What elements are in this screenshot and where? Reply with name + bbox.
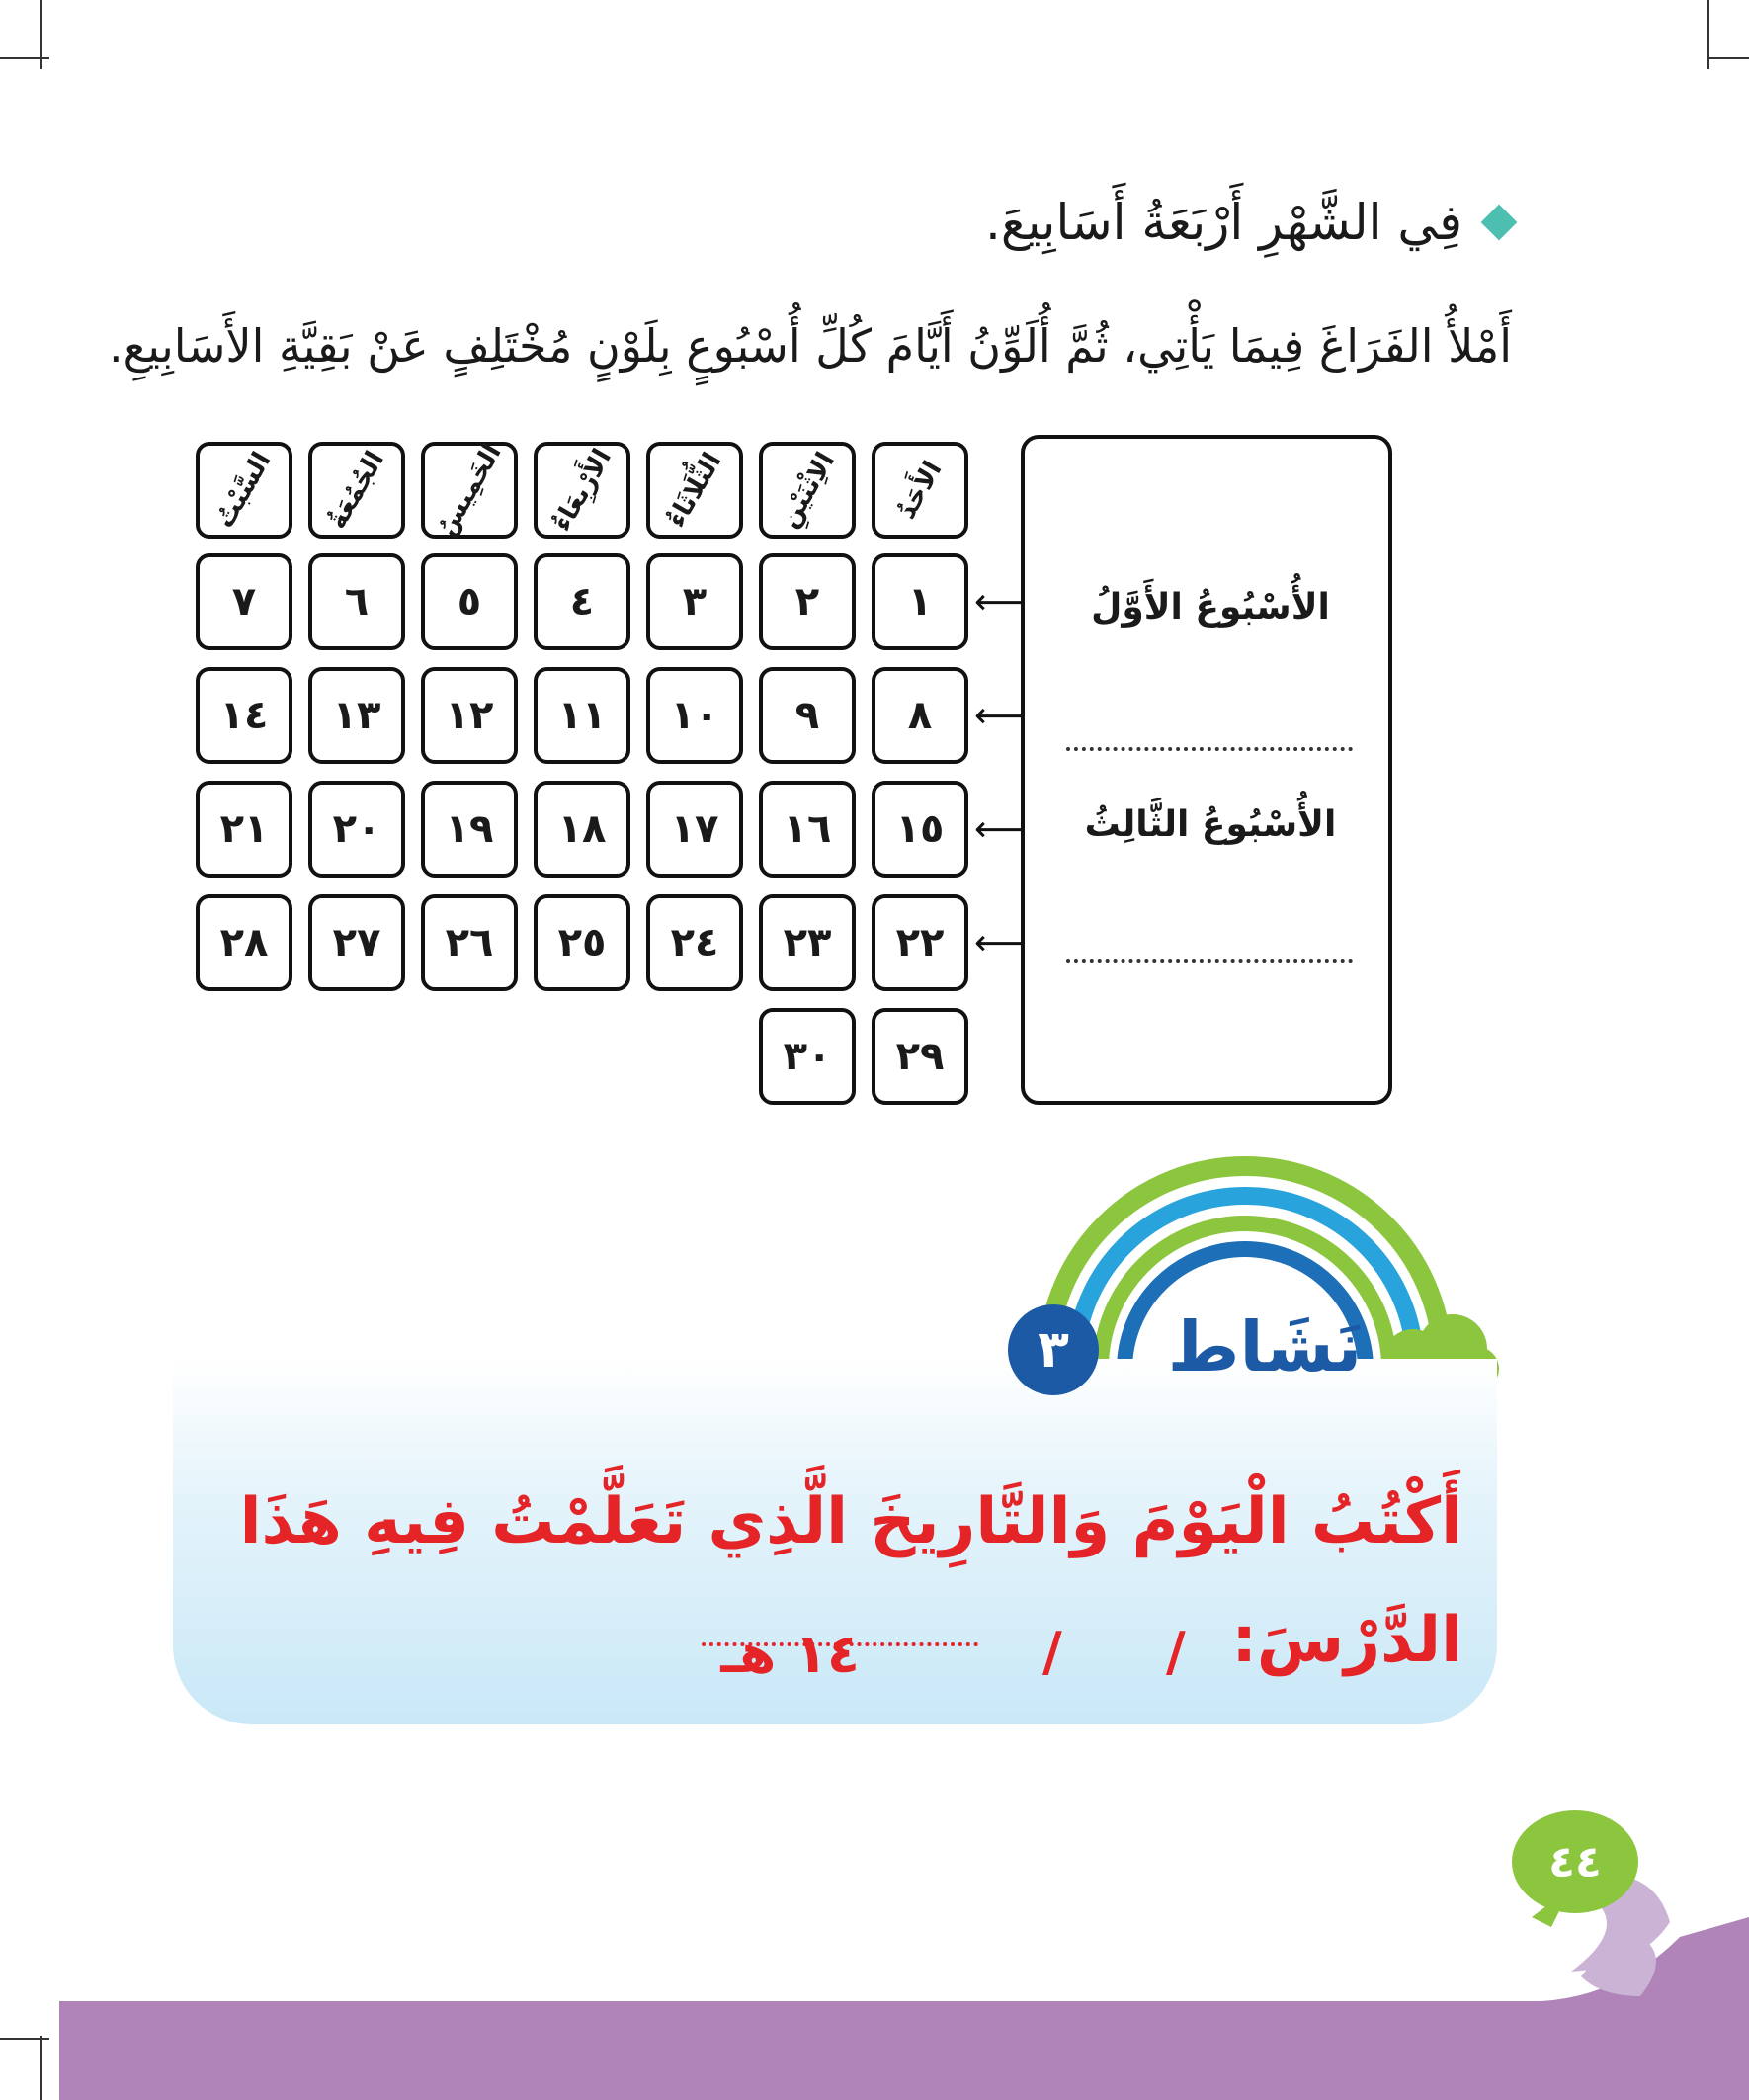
day-header-cell	[872, 442, 968, 539]
day-header-label: الثُّلَاثَاءُ	[661, 448, 728, 533]
activity-prompt: أَكْتُبُ الْيَوْمَ وَالتَّارِيخَ الَّذِي تَعَلَّمْتُ فِيهِ هَذَا الدَّرْسَ:	[239, 1485, 1462, 1677]
date-cell[interactable]: ٩	[759, 667, 856, 764]
day-header-cell	[534, 442, 630, 539]
week-names-box	[1021, 435, 1392, 1105]
day-header-cell	[646, 442, 743, 539]
arrow-left-icon: ⟵	[974, 582, 1026, 623]
arrow-left-icon: ⟵	[974, 809, 1026, 850]
day-header-cell	[421, 439, 518, 542]
day-header-label: السَّبْتُ	[210, 447, 278, 534]
date-cell[interactable]: ٢٢	[872, 894, 968, 991]
page-number: ٤٤	[1512, 1810, 1638, 1913]
date-cell[interactable]: ١	[872, 553, 968, 650]
day-header-cell	[308, 442, 405, 539]
date-cell[interactable]: ٢٧	[308, 894, 405, 991]
date-cell[interactable]: ٣	[646, 553, 743, 650]
date-cell[interactable]: ٦	[308, 553, 405, 650]
week-label-third: الأُسْبُوعُ الثَّالِثُ	[1084, 804, 1337, 845]
activity-title: نَشَاط	[1167, 1306, 1363, 1387]
date-cell[interactable]: ٧	[196, 553, 292, 650]
date-cell[interactable]: ٢٩	[872, 1008, 968, 1105]
day-header-cell	[196, 442, 292, 539]
footer-wave	[0, 1907, 1749, 2100]
activity-number-badge: ٣	[1008, 1304, 1099, 1395]
date-cell[interactable]: ٢٦	[421, 894, 518, 991]
date-cell[interactable]: ١٢	[421, 667, 518, 764]
date-cell[interactable]: ٢١	[196, 781, 292, 878]
date-cell[interactable]: ١٩	[421, 781, 518, 878]
instruction-text: أَمْلأُ الفَرَاغَ فِيمَا يَأْتِي، ثُمَّ أُلَوِّنُ أَيَّامَ كُلِّ أُسْبُوعٍ بِلَوْنٍ مُخْتَلِفٍ عَنْ بَقِيَّةِ الأَسَابِيعِ.	[109, 319, 1512, 373]
date-cell[interactable]: ٢٠	[308, 781, 405, 878]
date-cell[interactable]: ١٨	[534, 781, 630, 878]
day-header-label: الجُمُعَةُ	[322, 446, 391, 535]
hijri-year: ١٤ هـ	[720, 1623, 860, 1685]
day-header-label: الاِثْنَيْنِ	[774, 447, 841, 534]
diamond-bullet-icon	[1481, 205, 1518, 241]
date-cell[interactable]: ١٤	[196, 667, 292, 764]
arrow-left-icon: ⟵	[974, 923, 1026, 964]
week-blank-second[interactable]	[1066, 747, 1353, 751]
date-cell[interactable]: ٢٨	[196, 894, 292, 991]
date-cell[interactable]: ١٦	[759, 781, 856, 878]
date-cell[interactable]: ٢٤	[646, 894, 743, 991]
date-cell[interactable]: ٥	[421, 553, 518, 650]
date-cell[interactable]: ١٣	[308, 667, 405, 764]
fact-line	[425, 183, 1512, 262]
crop-mark	[0, 57, 49, 59]
week-blank-fourth[interactable]	[1066, 959, 1353, 963]
crop-mark	[1709, 57, 1749, 59]
date-cell[interactable]: ٤	[534, 553, 630, 650]
day-header-label: الأَحَدُ	[891, 456, 949, 525]
date-cell[interactable]: ٢	[759, 553, 856, 650]
date-cell[interactable]: ١١	[534, 667, 630, 764]
date-slash: /	[1166, 1621, 1186, 1683]
fact-text: فِي الشَّهْرِ أَرْبَعَةُ أَسَابِيعَ.	[984, 194, 1462, 251]
day-header-cell	[759, 442, 856, 539]
date-cell[interactable]: ١٥	[872, 781, 968, 878]
date-cell[interactable]: ٢٥	[534, 894, 630, 991]
day-header-label: الخَمِيسُ	[431, 439, 508, 542]
week-label-first: الأُسْبُوعُ الأَوَّلُ	[1091, 587, 1330, 628]
day-header-label: الأَرْبِعَاءُ	[546, 444, 618, 537]
date-cell[interactable]: ٨	[872, 667, 968, 764]
date-cell[interactable]: ٣٠	[759, 1008, 856, 1105]
date-cell[interactable]: ١٧	[646, 781, 743, 878]
date-cell[interactable]: ٢٣	[759, 894, 856, 991]
date-cell[interactable]: ١٠	[646, 667, 743, 764]
arrow-left-icon: ⟵	[974, 696, 1026, 736]
date-slash: /	[1042, 1621, 1062, 1683]
